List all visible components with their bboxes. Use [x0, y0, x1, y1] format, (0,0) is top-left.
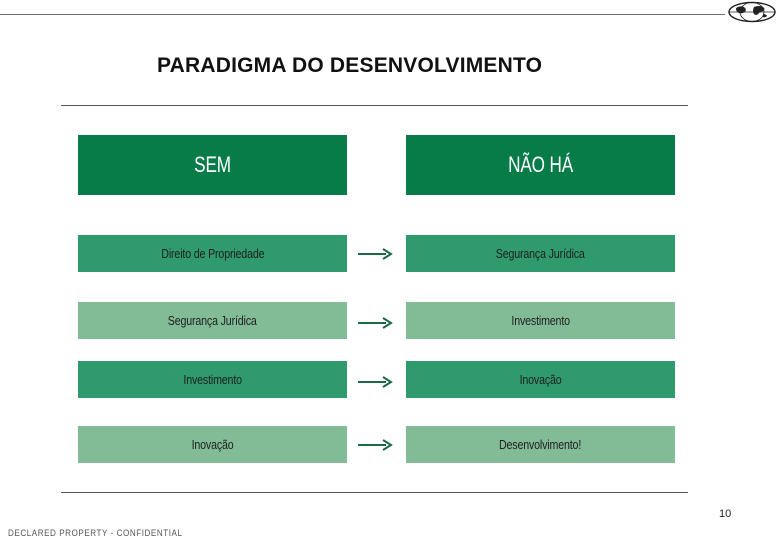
top-rule [0, 14, 725, 15]
row-1-left: Direito de Propriedade [78, 235, 347, 272]
arrow-right-icon [357, 247, 393, 261]
divider-bottom [61, 492, 688, 493]
row-2-right: Investimento [406, 302, 675, 339]
arrow-right-icon [357, 316, 393, 330]
header-nao-ha: NÃO HÁ [406, 135, 675, 195]
row-2-left: Segurança Jurídica [78, 302, 347, 339]
page-number: 10 [719, 508, 732, 520]
globe-logo-icon [727, 1, 777, 23]
header-sem: SEM [78, 135, 347, 195]
row-3-right: Inovação [406, 361, 675, 398]
arrow-right-icon [357, 438, 393, 452]
row-4-right: Desenvolvimento! [406, 426, 675, 463]
divider-top [61, 105, 688, 106]
row-3-left: Investimento [78, 361, 347, 398]
arrow-right-icon [357, 375, 393, 389]
row-1-right: Segurança Jurídica [406, 235, 675, 272]
footer-note: DECLARED PROPERTY - CONFIDENTIAL [8, 528, 183, 538]
row-4-left: Inovação [78, 426, 347, 463]
page-title: PARADIGMA DO DESENVOLVIMENTO [157, 54, 543, 77]
